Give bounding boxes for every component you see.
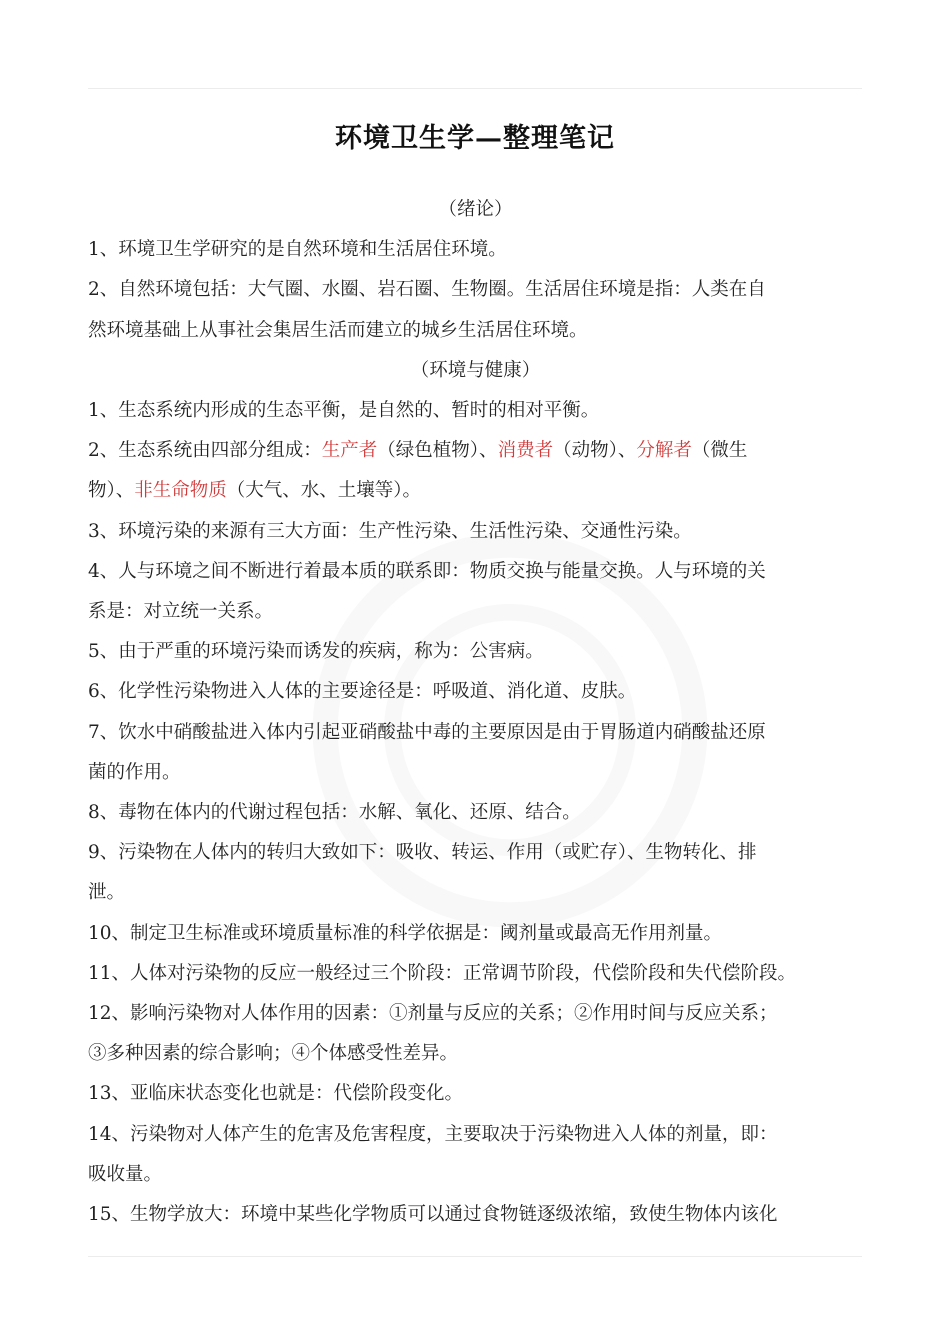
highlight-term-decomposer: 分解者 <box>636 440 692 462</box>
note-text: （大气、水、土壤等）。 <box>226 480 422 502</box>
note-line: ③多种因素的综合影响；④个体感受性差异。 <box>88 1043 459 1065</box>
highlight-term-consumer: 消费者 <box>497 440 554 462</box>
note-line: 1、环境卫生学研究的是自然环境和生活居住环境。 <box>88 239 507 261</box>
note-line-with-highlights <box>88 431 863 471</box>
highlight-term-producer: 生产者 <box>321 440 378 462</box>
notes-body <box>88 190 863 1235</box>
note-line: 泄。 <box>88 882 126 904</box>
note-line: 14、污染物对人体产生的危害及危害程度，主要取决于污染物进入人体的剂量，即： <box>88 1123 778 1145</box>
note-line: 菌的作用。 <box>88 761 181 783</box>
bottom-divider <box>88 1256 862 1257</box>
note-line: 然环境基础上从事社会集居生活而建立的城乡生活居住环境。 <box>88 319 588 341</box>
note-text: 物）、 <box>88 480 135 502</box>
note-line: 15、生物学放大：环境中某些化学物质可以通过食物链逐级浓缩，致使生物体内该化 <box>88 1204 778 1226</box>
note-line: 5、由于严重的环境污染而诱发的疾病，称为：公害病。 <box>88 641 544 663</box>
note-line-with-highlights <box>88 471 863 511</box>
note-line: 7、饮水中硝酸盐进入体内引起亚硝酸盐中毒的主要原因是由于胃肠道内硝酸盐还原 <box>88 721 766 743</box>
note-text: （动物）、 <box>553 440 637 462</box>
note-text: （绿色植物）、 <box>377 440 498 462</box>
note-line: 9、污染物在人体内的转归大致如下：吸收、转运、作用（或贮存）、生物转化、排 <box>88 842 757 864</box>
note-line: 4、人与环境之间不断进行着最本质的联系即：物质交换与能量交换。人与环境的关 <box>88 560 766 582</box>
note-line: 10、制定卫生标准或环境质量标准的科学依据是：阈剂量或最高无作用剂量。 <box>88 922 723 944</box>
note-line: 3、环境污染的来源有三大方面：生产性污染、生活性污染、交通性污染。 <box>88 520 692 542</box>
note-line: 8、毒物在体内的代谢过程包括：水解、氧化、还原、结合。 <box>88 802 581 824</box>
note-line: 系是：对立统一关系。 <box>88 601 274 623</box>
note-line: 吸收量。 <box>88 1163 163 1185</box>
section-heading: （环境与健康） <box>410 359 541 381</box>
note-line: 1、生态系统内形成的生态平衡，是自然的、暂时的相对平衡。 <box>88 400 600 422</box>
note-text: （微生 <box>691 440 748 462</box>
note-line: 2、自然环境包括：大气圈、水圈、岩石圈、生物圈。生活居住环境是指：人类在自 <box>88 279 766 301</box>
note-line: 12、影响污染物对人体作用的因素：①剂量与反应的关系；②作用时间与反应关系； <box>88 1003 778 1025</box>
top-divider <box>88 88 862 89</box>
highlight-term-abiotic: 非生命物质 <box>134 480 227 502</box>
note-line: 11、人体对污染物的反应一般经过三个阶段：正常调节阶段，代偿阶段和失代偿阶段。 <box>88 962 797 984</box>
section-heading: （绪论） <box>438 199 513 220</box>
note-line: 13、亚临床状态变化也就是：代偿阶段变化。 <box>88 1083 464 1105</box>
note-line: 6、化学性污染物进入人体的主要途径是：呼吸道、消化道、皮肤。 <box>88 681 637 703</box>
page-title: 环境卫生学—整理笔记 <box>335 123 615 154</box>
note-text: 2、生态系统由四部分组成： <box>88 440 322 462</box>
